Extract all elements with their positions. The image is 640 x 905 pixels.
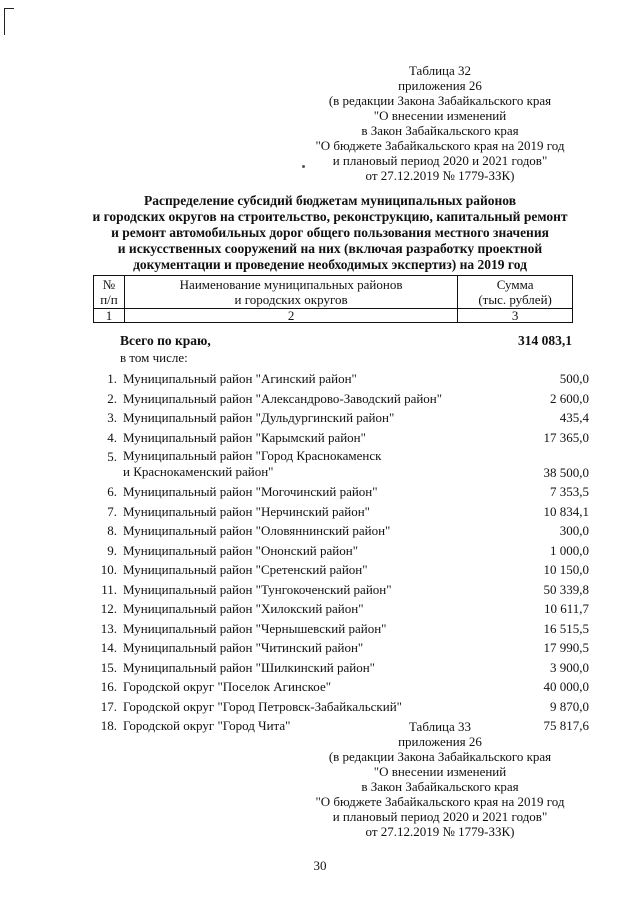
- row-number: 6.: [107, 484, 117, 499]
- row-name: [123, 448, 381, 480]
- row-amount: 9 870,0: [550, 698, 589, 714]
- table-row: [95, 447, 589, 482]
- header-line: "О бюджете Забайкальского края на 2019 год: [315, 138, 565, 153]
- row-amount: 17 365,0: [543, 429, 589, 445]
- row-amount: 40 000,0: [543, 679, 589, 694]
- row-amount: 38 500,0: [543, 465, 589, 480]
- row-amount: 3 900,0: [550, 659, 589, 675]
- row-name: Муниципальный район "Дульдургинский район": [123, 410, 395, 425]
- table-row: [95, 541, 589, 561]
- row-name-line1: Муниципальный район "Город Краснокаменск: [123, 448, 382, 463]
- table-row: [95, 697, 589, 717]
- header-line: (в редакции Закона Забайкальского края: [328, 749, 552, 764]
- including-label: в том числе:: [120, 350, 188, 365]
- row-number: 3.: [107, 410, 117, 425]
- row-name: Муниципальный район "Сретенский район": [123, 562, 368, 577]
- row-amount: 10 611,7: [543, 601, 589, 616]
- row-number: 17.: [100, 698, 117, 714]
- col-amount-header-line2: (тыс. рублей): [478, 292, 552, 307]
- page-number: 30: [313, 858, 327, 873]
- document-title: [60, 193, 600, 273]
- table-row: [95, 677, 589, 697]
- header-line: приложения 26: [398, 734, 482, 749]
- row-amount: 435,4: [559, 410, 589, 425]
- row-number: 10.: [100, 562, 117, 577]
- header-line: приложения 26: [398, 78, 482, 93]
- row-name-line2: и Краснокаменский район": [123, 464, 274, 479]
- title-line: Распределение субсидий бюджетам муниципальных районов: [143, 193, 517, 208]
- col-amount-header-line1: Сумма: [496, 277, 534, 292]
- row-name: Муниципальный район "Чернышевский район": [123, 620, 387, 636]
- col-name-header-line1: Наименование муниципальных районов: [179, 277, 403, 292]
- title-line: и городских округов на строительство, реконструкцию, капитальный ремонт: [92, 209, 568, 224]
- row-amount: 2 600,0: [550, 390, 589, 406]
- row-name: Муниципальный район "Тунгокоченский район": [123, 581, 392, 597]
- total-row: [120, 333, 572, 349]
- allocation-list: [95, 369, 589, 736]
- row-amount: 7 353,5: [550, 484, 589, 499]
- title-line: документации и проведение необходимых экспертиз) на 2019 год: [133, 257, 527, 272]
- header-line: от 27.12.2019 № 1779-ЗЗК): [365, 168, 515, 183]
- col-number-header: [94, 276, 125, 309]
- header-line: в Закон Забайкальского края: [361, 779, 519, 794]
- row-name: Муниципальный район "Нерчинский район": [123, 503, 370, 519]
- row-name: Муниципальный район "Александрово-Заводский район": [123, 390, 443, 406]
- row-name: Муниципальный район "Оловяннинский район": [123, 523, 391, 538]
- table-row: [95, 560, 589, 580]
- row-number: 12.: [100, 601, 117, 616]
- table-row: [95, 658, 589, 678]
- table-row: [95, 638, 589, 658]
- row-amount: 1 000,0: [550, 542, 589, 558]
- col-number-header-line2: п/п: [100, 292, 118, 307]
- row-number: 5.: [107, 449, 117, 464]
- row-number: 16.: [100, 679, 117, 694]
- table-row: [95, 521, 589, 541]
- row-number: 8.: [107, 523, 117, 538]
- row-amount: 500,0: [559, 371, 589, 386]
- scan-corner-mark: [4, 8, 14, 35]
- title-line: и искусственных сооружений на них (включая разработку проектной: [117, 241, 543, 256]
- header-line: "О бюджете Забайкальского края на 2019 год: [315, 794, 565, 809]
- table-33-header: [250, 719, 630, 839]
- header-line: Таблица 32: [408, 63, 472, 78]
- total-label: Всего по краю,: [120, 333, 211, 348]
- row-amount: 17 990,5: [543, 640, 589, 655]
- header-line: и плановый период 2020 и 2021 годов": [332, 153, 548, 168]
- header-line: в Закон Забайкальского края: [361, 123, 519, 138]
- table-row: [95, 389, 589, 409]
- header-line: "О внесении изменений: [373, 108, 507, 123]
- row-name: Муниципальный район "Ононский район": [123, 542, 359, 558]
- row-name: Муниципальный район "Агинский район": [123, 371, 357, 386]
- table-row: [95, 619, 589, 639]
- row-number: 18.: [100, 718, 117, 733]
- total-value: 314 083,1: [518, 333, 572, 348]
- table-row: [95, 482, 589, 502]
- header-line: и плановый период 2020 и 2021 годов": [332, 809, 548, 824]
- table-row: [95, 599, 589, 619]
- header-line: от 27.12.2019 № 1779-ЗЗК): [365, 824, 515, 839]
- header-line: "О внесении изменений: [373, 764, 507, 779]
- col-name-header-line2: и городских округов: [234, 292, 348, 307]
- table-row: [95, 408, 589, 428]
- row-name: Муниципальный район "Могочинский район": [123, 484, 378, 499]
- table-row: [95, 369, 589, 389]
- col-amount-header: [458, 276, 573, 309]
- row-number: 14.: [100, 640, 117, 655]
- table-row: [95, 428, 589, 448]
- row-number: 15.: [100, 659, 117, 675]
- row-name: Муниципальный район "Карымский район": [123, 429, 366, 445]
- row-name: Муниципальный район "Шилкинский район": [123, 659, 375, 675]
- row-name: Муниципальный район "Хилокский район": [123, 601, 364, 616]
- table-row: [95, 502, 589, 522]
- col-index-3: 3: [458, 309, 573, 323]
- row-number: 13.: [100, 620, 117, 636]
- row-number: 9.: [107, 542, 117, 558]
- title-line: и ремонт автомобильных дорог общего пользования местного значения: [111, 225, 549, 240]
- row-amount: 10 834,1: [543, 503, 589, 519]
- row-number: 2.: [107, 390, 117, 406]
- row-amount: 10 150,0: [543, 562, 589, 577]
- row-name: Городской округ "Город Петровск-Забайкальский": [123, 698, 402, 714]
- row-number: 11.: [101, 581, 117, 597]
- row-number: 4.: [107, 429, 117, 445]
- row-name: Городской округ "Поселок Агинское": [123, 679, 332, 694]
- row-name: Муниципальный район "Читинский район": [123, 640, 364, 655]
- row-name: Городской округ "Город Чита": [123, 718, 291, 733]
- row-amount: 50 339,8: [543, 581, 589, 597]
- row-amount: 16 515,5: [543, 620, 589, 636]
- col-number-header-line1: №: [102, 277, 116, 292]
- table-row: [95, 580, 589, 600]
- table-header: [93, 275, 573, 323]
- col-index-2: 2: [124, 309, 457, 323]
- col-index-1: 1: [94, 309, 125, 323]
- table-32-header: [250, 63, 630, 183]
- header-line: (в редакции Закона Забайкальского края: [328, 93, 552, 108]
- col-name-header: [124, 276, 457, 309]
- header-line: Таблица 33: [408, 719, 472, 734]
- row-amount: 75 817,6: [543, 718, 589, 733]
- row-number: 1.: [107, 371, 117, 386]
- row-number: 7.: [107, 503, 117, 519]
- row-amount: 300,0: [559, 523, 589, 538]
